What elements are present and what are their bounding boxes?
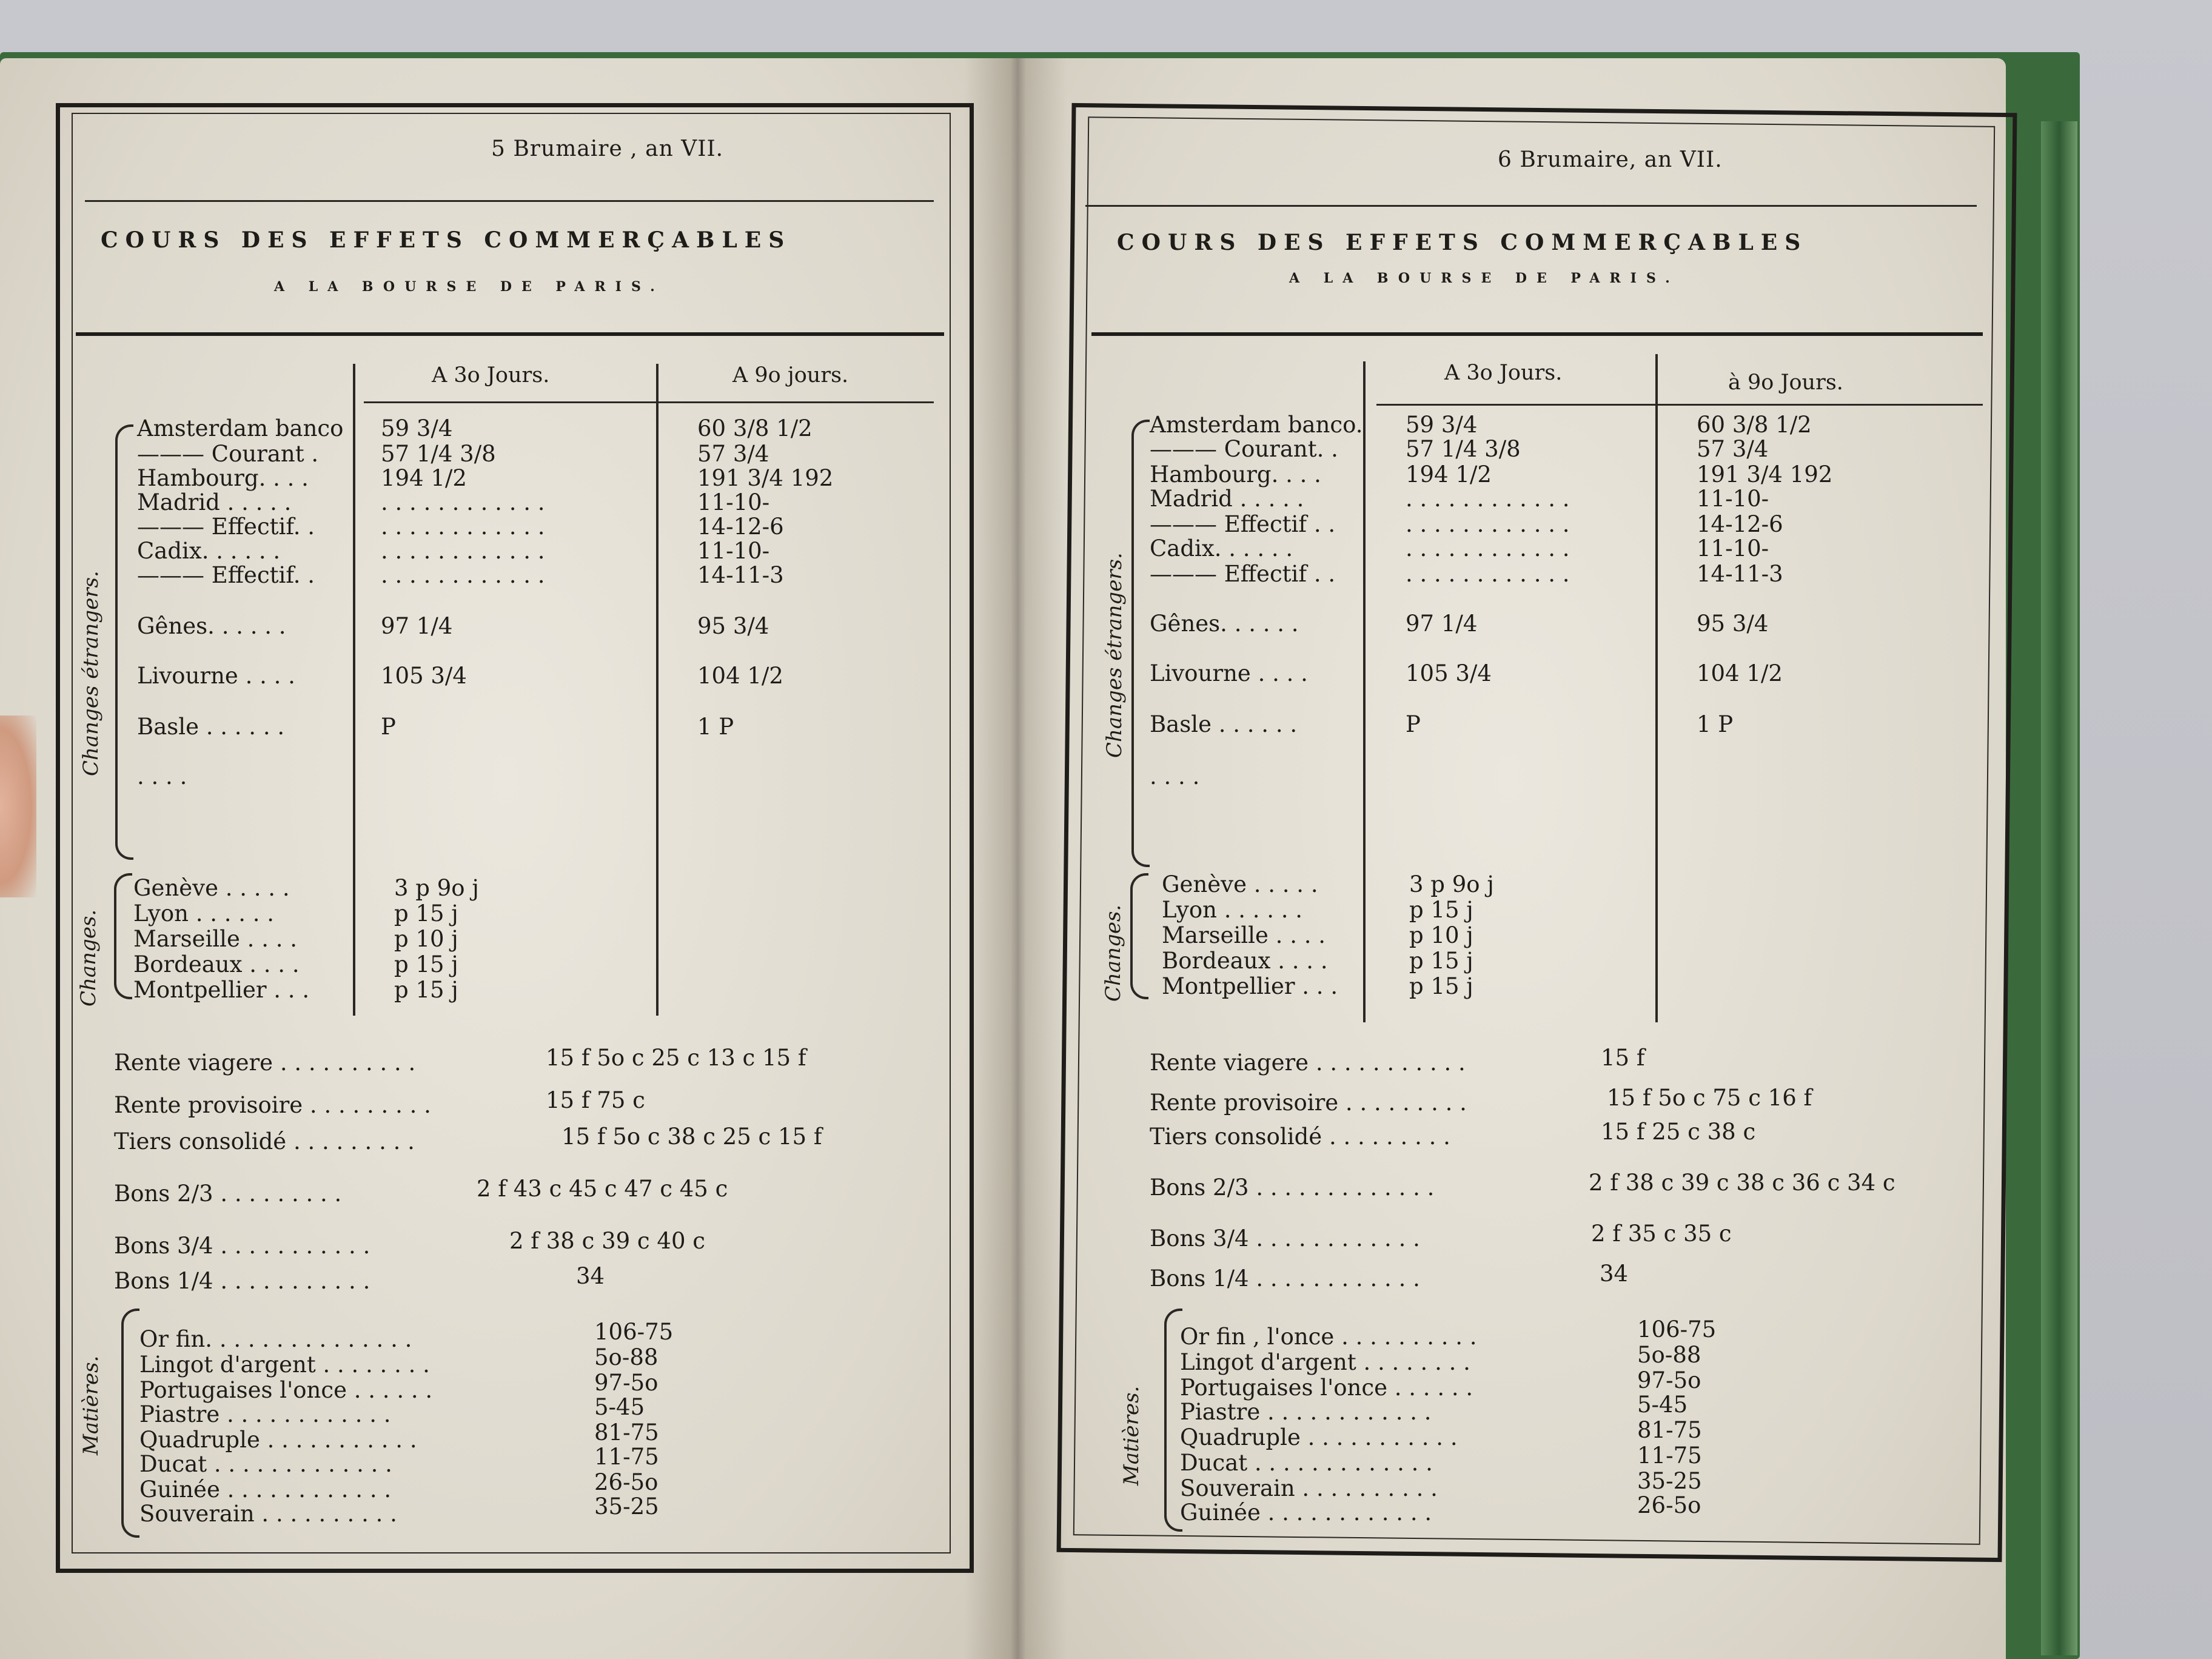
right-metal-value: 81-75 [1637, 1417, 1702, 1443]
right-fund-value: 15 f 25 c 38 c [1601, 1119, 1756, 1145]
right-title-rule [1091, 332, 1983, 336]
right-column-divider-2 [1655, 354, 1658, 1022]
left-foreign-label: Livourne . . . . [137, 663, 295, 689]
right-metal-value: 11-75 [1637, 1443, 1702, 1469]
right-foreign-value-90: 104 1/2 [1697, 660, 1783, 686]
left-foreign-value-90: 14-11-3 [697, 562, 784, 588]
left-foreign-value-30: 194 1/2 [381, 465, 467, 491]
left-foreign-value-90: 57 3/4 [697, 441, 769, 467]
left-foreign-value-90: 104 1/2 [697, 663, 783, 689]
left-metals-brace [121, 1309, 139, 1538]
left-page-subtitle: A LA BOURSE DE PARIS. [274, 279, 665, 295]
left-foreign-value-90: 11-10- [697, 538, 770, 564]
left-group-foreign-label: Changes étrangers. [79, 571, 103, 776]
right-foreign-value-30: 59 3/4 [1406, 412, 1478, 438]
right-metal-label: Souverain . . . . . . . . . . [1180, 1475, 1438, 1501]
right-fund-value: 15 f [1601, 1045, 1645, 1071]
right-foreign-label: ——— Effectif . . [1150, 561, 1336, 587]
right-header-rule [1085, 205, 1977, 207]
right-page-title: COURS DES EFFETS COMMERÇABLES [1117, 230, 1808, 255]
right-col-30-header: A 3o Jours. [1444, 361, 1563, 385]
left-domestic-label: Lyon . . . . . . [133, 900, 275, 927]
right-fund-value: 34 [1600, 1261, 1629, 1287]
right-foreign-value-90: 14-12-6 [1697, 511, 1783, 537]
left-foreign-value-30: . . . . . . . . . . . . [381, 489, 545, 515]
left-group-domestic-label: Changes. [76, 909, 101, 1007]
left-fund-label: Rente viagere . . . . . . . . . . [114, 1050, 416, 1076]
left-metal-value: 106-75 [594, 1319, 674, 1345]
left-fund-label: Tiers consolidé . . . . . . . . . [114, 1128, 415, 1155]
right-foreign-label: ——— Courant. . [1150, 436, 1338, 462]
right-foreign-value-30: 105 3/4 [1406, 660, 1492, 686]
right-foreign-value-30: . . . . . . . . . . . . [1406, 511, 1570, 537]
right-fund-value: 2 f 38 c 39 c 38 c 36 c 34 c [1589, 1170, 1895, 1196]
right-domestic-label: Marseille . . . . [1162, 922, 1326, 948]
right-domestic-value-30: 3 p 9o j [1409, 871, 1494, 897]
right-fund-value: 2 f 35 c 35 c [1591, 1221, 1732, 1247]
right-fund-label: Rente provisoire . . . . . . . . . [1150, 1090, 1467, 1116]
left-col-header-rule [364, 401, 934, 403]
right-fund-value: 15 f 5o c 75 c 16 f [1607, 1085, 1812, 1111]
left-metal-label: Piastre . . . . . . . . . . . . [139, 1401, 391, 1427]
right-fund-label: Tiers consolidé . . . . . . . . . [1150, 1124, 1450, 1150]
right-metal-value: 97-5o [1637, 1367, 1701, 1393]
left-foreign-value-30: P [381, 714, 396, 740]
right-metal-value: 5-45 [1637, 1392, 1688, 1418]
right-foreign-value-90: 11-10- [1697, 486, 1769, 512]
right-foreign-label: Gênes. . . . . . [1150, 611, 1299, 637]
right-group-foreign-label: Changes étrangers. [1102, 552, 1127, 758]
left-domestic-label: Montpellier . . . [133, 977, 310, 1003]
left-foreign-label: Hambourg. . . . [137, 465, 309, 491]
right-domestic-label: Genève . . . . . [1162, 871, 1318, 897]
left-metal-label: Portugaises l'once . . . . . . [139, 1377, 433, 1403]
right-col-90-header: à 9o Jours. [1728, 370, 1843, 395]
left-metal-label: Souverain . . . . . . . . . . [139, 1501, 397, 1527]
right-domestic-value-30: p 15 j [1409, 948, 1473, 974]
right-page-subtitle: A LA BOURSE DE PARIS. [1289, 270, 1680, 286]
left-domestic-value-30: p 15 j [394, 977, 458, 1003]
left-domestic-value-30: p 15 j [394, 951, 458, 977]
left-fund-value: 34 [576, 1263, 605, 1289]
right-metal-value: 5o-88 [1637, 1342, 1701, 1368]
left-foreign-value-30: 97 1/4 [381, 613, 453, 639]
right-foreign-label: Cadix. . . . . . [1150, 535, 1293, 561]
right-foreign-value-30: 97 1/4 [1406, 611, 1478, 637]
right-domestic-label: Bordeaux . . . . [1162, 948, 1328, 974]
right-col-header-rule [1376, 404, 1983, 406]
left-metal-value: 97-5o [594, 1370, 659, 1396]
right-metal-label: Ducat . . . . . . . . . . . . . [1180, 1450, 1433, 1476]
left-foreign-value-90: 95 3/4 [697, 613, 769, 639]
right-foreign-label: ——— Effectif . . [1150, 511, 1336, 537]
left-domestic-brace [114, 873, 132, 999]
right-domestic-brace [1130, 873, 1148, 999]
left-foreign-label: ——— Courant . [137, 441, 319, 467]
left-page-title: COURS DES EFFETS COMMERÇABLES [101, 227, 792, 253]
left-foreign-value-90: 191 3/4 192 [697, 465, 834, 491]
left-col-30-header: A 3o Jours. [432, 363, 550, 387]
left-foreign-value-90: 11-10- [697, 489, 770, 515]
right-foreign-value-90: 191 3/4 192 [1697, 461, 1833, 488]
right-column-divider-1 [1363, 361, 1366, 1022]
left-domestic-value-30: p 15 j [394, 900, 458, 927]
left-domestic-label: Genève . . . . . [133, 875, 290, 901]
right-fund-label: Bons 2/3 . . . . . . . . . . . . . [1150, 1175, 1435, 1201]
left-metal-value: 35-25 [594, 1493, 659, 1520]
right-foreign-value-90: 57 3/4 [1697, 436, 1769, 462]
right-foreign-label: . . . . [1150, 763, 1200, 789]
left-metal-value: 26-5o [594, 1469, 659, 1495]
left-foreign-label: Amsterdam banco [137, 415, 344, 441]
left-foreign-value-30: 105 3/4 [381, 663, 467, 689]
left-metal-label: Guinée . . . . . . . . . . . . [139, 1476, 392, 1503]
left-title-rule [76, 332, 944, 336]
right-metal-label: Lingot d'argent . . . . . . . . [1180, 1349, 1470, 1375]
left-foreign-label: Gênes. . . . . . [137, 613, 286, 639]
right-domestic-label: Montpellier . . . [1162, 973, 1338, 999]
left-metal-label: Ducat . . . . . . . . . . . . . [139, 1451, 392, 1477]
left-domestic-label: Bordeaux . . . . [133, 951, 300, 977]
left-metal-label: Quadruple . . . . . . . . . . . [139, 1427, 417, 1453]
left-fund-label: Bons 2/3 . . . . . . . . . [114, 1181, 342, 1207]
right-foreign-value-30: . . . . . . . . . . . . [1406, 561, 1570, 587]
left-foreign-label: ——— Effectif. . [137, 562, 315, 588]
left-foreign-label: Basle . . . . . . [137, 714, 285, 740]
right-metal-value: 106-75 [1637, 1316, 1717, 1342]
left-foreign-label: Madrid . . . . . [137, 489, 292, 515]
left-fund-label: Bons 3/4 . . . . . . . . . . . [114, 1233, 370, 1259]
right-page-date: 6 Brumaire, an VII. [1498, 147, 1723, 172]
right-foreign-value-90: 95 3/4 [1697, 611, 1769, 637]
right-fund-label: Rente viagere . . . . . . . . . . . [1150, 1050, 1466, 1076]
right-group-metals-label: Matières. [1119, 1386, 1144, 1486]
right-foreign-label: Amsterdam banco. [1150, 412, 1363, 438]
left-metal-value: 11-75 [594, 1444, 659, 1470]
thumb [0, 716, 36, 897]
left-column-divider-1 [353, 364, 355, 1016]
right-metal-label: Piastre . . . . . . . . . . . . [1180, 1399, 1432, 1425]
right-metal-value: 26-5o [1637, 1492, 1701, 1518]
left-metal-label: Lingot d'argent . . . . . . . . [139, 1352, 430, 1378]
left-foreign-value-30: 57 1/4 3/8 [381, 441, 496, 467]
left-domestic-value-30: p 10 j [394, 926, 458, 952]
left-fund-value: 15 f 5o c 38 c 25 c 15 f [561, 1124, 822, 1150]
left-foreign-label: . . . . [137, 763, 187, 789]
left-foreign-label: Cadix. . . . . . [137, 538, 281, 564]
left-metal-value: 81-75 [594, 1419, 659, 1446]
book-gutter [964, 58, 1067, 1659]
book-edge [2041, 121, 2077, 1655]
right-foreign-value-30: . . . . . . . . . . . . [1406, 486, 1570, 512]
left-fund-value: 15 f 5o c 25 c 13 c 15 f [546, 1045, 806, 1071]
left-domestic-label: Marseille . . . . [133, 926, 298, 952]
left-group-metals-label: Matières. [79, 1355, 103, 1455]
left-foreign-value-30: . . . . . . . . . . . . [381, 538, 545, 564]
left-metal-value: 5-45 [594, 1394, 645, 1420]
left-foreign-value-90: 14-12-6 [697, 514, 784, 540]
right-domestic-value-30: p 15 j [1409, 897, 1473, 923]
right-metal-value: 35-25 [1637, 1468, 1702, 1494]
right-foreign-label: Madrid . . . . . [1150, 486, 1304, 512]
left-foreign-brace [115, 424, 133, 860]
left-col-90-header: A 9o jours. [732, 363, 849, 387]
right-metal-label: Or fin , l'once . . . . . . . . . . [1180, 1324, 1477, 1350]
left-foreign-label: ——— Effectif. . [137, 514, 315, 540]
right-foreign-value-90: 11-10- [1697, 535, 1769, 561]
left-metal-label: Or fin. . . . . . . . . . . . . . . [139, 1326, 412, 1352]
right-metal-label: Quadruple . . . . . . . . . . . [1180, 1424, 1458, 1450]
right-metal-label: Portugaises l'once . . . . . . [1180, 1375, 1473, 1401]
left-metal-value: 5o-88 [594, 1344, 659, 1370]
left-fund-value: 15 f 75 c [546, 1087, 645, 1113]
left-domestic-value-30: 3 p 9o j [394, 875, 479, 901]
right-foreign-value-90: 14-11-3 [1697, 561, 1783, 587]
right-metal-label: Guinée . . . . . . . . . . . . [1180, 1500, 1432, 1526]
left-foreign-value-30: . . . . . . . . . . . . [381, 562, 545, 588]
right-foreign-value-90: 1 P [1697, 711, 1734, 737]
right-foreign-label: Hambourg. . . . [1150, 461, 1321, 488]
right-foreign-label: Livourne . . . . [1150, 660, 1308, 686]
right-foreign-value-90: 60 3/8 1/2 [1697, 412, 1812, 438]
right-fund-label: Bons 1/4 . . . . . . . . . . . . [1150, 1265, 1420, 1292]
right-domestic-label: Lyon . . . . . . [1162, 897, 1303, 923]
right-foreign-value-30: P [1406, 711, 1421, 737]
right-foreign-label: Basle . . . . . . [1150, 711, 1298, 737]
right-domestic-value-30: p 15 j [1409, 973, 1473, 999]
left-fund-value: 2 f 38 c 39 c 40 c [509, 1228, 705, 1254]
right-domestic-value-30: p 10 j [1409, 922, 1473, 948]
right-foreign-brace [1131, 420, 1150, 867]
left-foreign-value-30: . . . . . . . . . . . . [381, 514, 545, 540]
left-foreign-value-90: 1 P [697, 714, 734, 740]
left-fund-label: Bons 1/4 . . . . . . . . . . . [114, 1268, 370, 1294]
left-column-divider-2 [656, 364, 659, 1016]
left-header-rule [85, 200, 934, 202]
right-foreign-value-30: 194 1/2 [1406, 461, 1492, 488]
right-foreign-value-30: 57 1/4 3/8 [1406, 436, 1521, 462]
left-fund-value: 2 f 43 c 45 c 47 c 45 c [477, 1176, 728, 1202]
left-fund-label: Rente provisoire . . . . . . . . . [114, 1092, 431, 1118]
left-foreign-value-30: 59 3/4 [381, 415, 453, 441]
right-group-domestic-label: Changes. [1101, 904, 1125, 1002]
left-page-date: 5 Brumaire , an VII. [491, 136, 724, 161]
left-foreign-value-90: 60 3/8 1/2 [697, 415, 813, 441]
right-fund-label: Bons 3/4 . . . . . . . . . . . . [1150, 1225, 1420, 1252]
right-foreign-value-30: . . . . . . . . . . . . [1406, 535, 1570, 561]
